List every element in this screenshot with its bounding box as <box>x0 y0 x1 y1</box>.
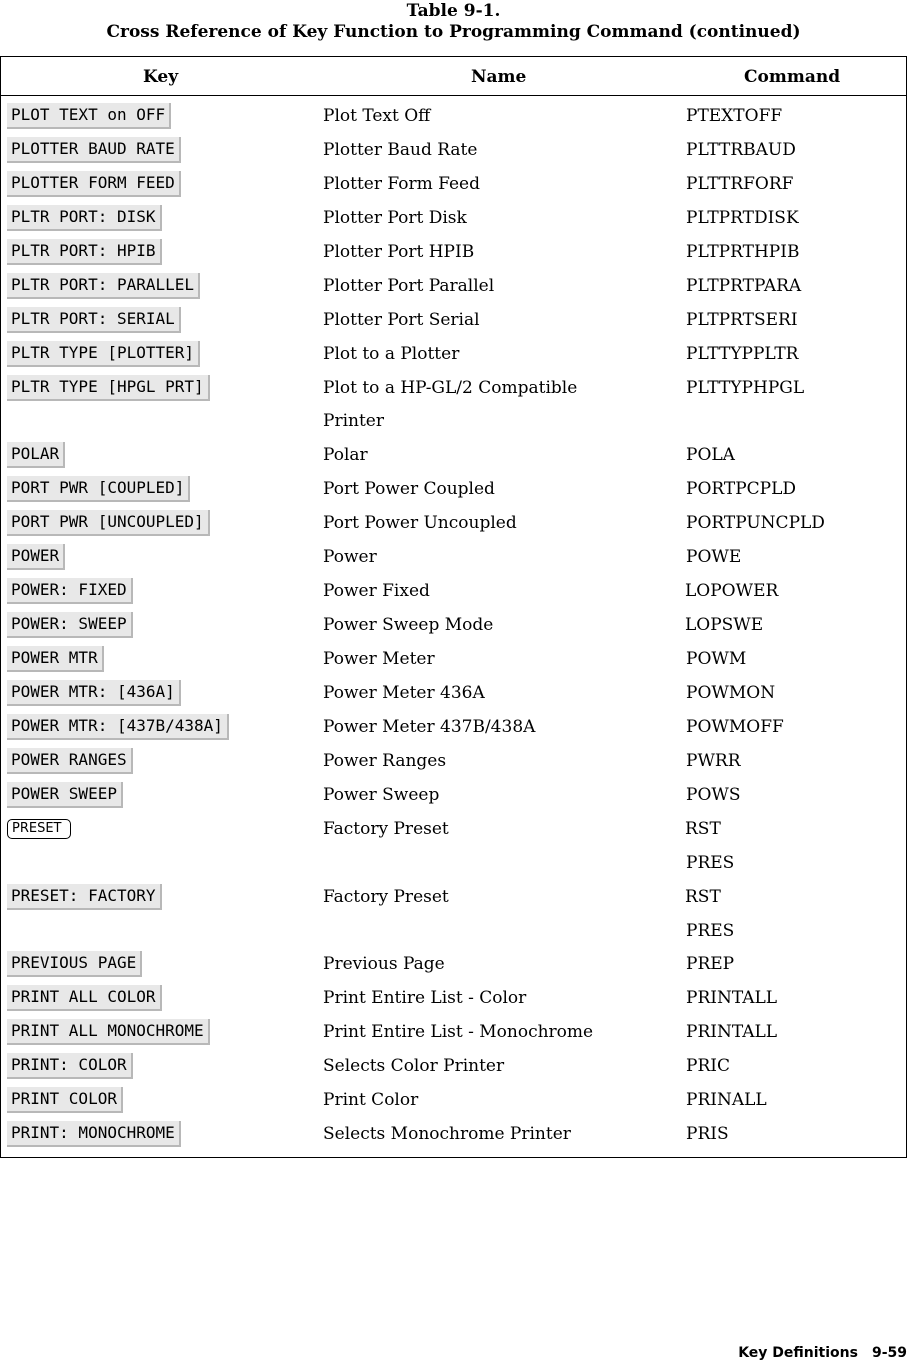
command-mnemonic: PLTTYPPLTR <box>686 343 799 364</box>
function-name: Power <box>323 547 377 568</box>
table-row <box>1 945 906 979</box>
command-mnemonic: PRINALL <box>686 1090 767 1111</box>
table-row <box>1 674 906 708</box>
table-row <box>1 436 906 470</box>
command-mnemonic: PLTPRTHPIB <box>686 241 800 262</box>
table-row <box>1 97 906 131</box>
function-name: Plot Text Off <box>323 106 431 126</box>
function-name: Print Color <box>323 1090 419 1111</box>
table-row <box>1 301 906 335</box>
hardkey-label: PRESET <box>7 819 71 839</box>
function-name: Plotter Port Parallel <box>323 275 495 296</box>
command-mnemonic: PWRR <box>686 750 741 771</box>
softkey-label: PLTR PORT: PARALLEL <box>7 273 200 299</box>
table-number: Table 9-1. <box>406 1 501 21</box>
header-key: Key <box>143 67 179 87</box>
softkey-label: PRINT: MONOCHROME <box>7 1121 181 1147</box>
softkey-label: PRESET: FACTORY <box>7 884 162 910</box>
function-name: Power Sweep <box>323 784 440 805</box>
cross-reference-table <box>0 56 907 1158</box>
table-row <box>1 606 906 640</box>
command-mnemonic: RST <box>685 886 721 907</box>
softkey-label: PLTR PORT: DISK <box>7 205 162 231</box>
softkey-label: POWER SWEEP <box>7 782 123 808</box>
command-mnemonic: LOPSWE <box>685 615 764 636</box>
page-footer <box>738 1343 907 1363</box>
table-row <box>1 742 906 776</box>
command-mnemonic: PLTPRTSERI <box>686 309 798 330</box>
command-mnemonic: PLTTRFORF <box>686 173 794 194</box>
function-name: Plotter Baud Rate <box>323 139 478 160</box>
function-name: Power Meter <box>323 649 435 669</box>
command-mnemonic: PRINTALL <box>686 988 778 1009</box>
table-title: Cross Reference of Key Function to Programming Command (continued) <box>106 22 801 42</box>
function-name: Plotter Form Feed <box>323 173 480 194</box>
table-row <box>1 504 906 538</box>
function-name: Power Fixed <box>323 581 430 602</box>
command-mnemonic: PREP <box>686 954 735 975</box>
table-header <box>1 57 906 96</box>
table-row <box>1 776 906 810</box>
command-mnemonic: PLTTRBAUD <box>686 139 796 160</box>
softkey-label: PLOTTER BAUD RATE <box>7 137 181 163</box>
table-row <box>1 1047 906 1081</box>
table-row <box>1 131 906 165</box>
table-row <box>1 572 906 606</box>
function-name: Power Meter 436A <box>323 682 485 703</box>
command-mnemonic: PORTPUNCPLD <box>686 513 825 534</box>
function-name-continuation: Printer <box>323 411 384 432</box>
command-mnemonic: RST <box>685 818 721 839</box>
softkey-label: POWER: FIXED <box>7 578 133 604</box>
command-mnemonic: PTEXTOFF <box>686 106 783 126</box>
table-row <box>1 1115 906 1149</box>
command-mnemonic: PLTPRTDISK <box>686 207 799 228</box>
command-mnemonic: PORTPCPLD <box>686 479 797 500</box>
softkey-label: PLTR TYPE [PLOTTER] <box>7 341 200 367</box>
function-name: Plot to a Plotter <box>323 343 460 364</box>
table-row <box>1 335 906 369</box>
footer-section-title: Key Definitions <box>738 1345 858 1361</box>
table-row <box>1 979 906 1013</box>
function-name: Factory Preset <box>323 818 449 839</box>
softkey-label: POWER: SWEEP <box>7 612 133 638</box>
command-mnemonic: POWMOFF <box>686 716 784 737</box>
header-name: Name <box>471 67 527 87</box>
function-name: Plotter Port Serial <box>323 309 480 330</box>
table-row <box>1 233 906 267</box>
softkey-label: PLTR TYPE [HPGL PRT] <box>7 375 210 401</box>
header-command: Command <box>744 67 841 87</box>
command-mnemonic: POLA <box>686 445 735 466</box>
command-mnemonic: PRES <box>686 852 735 873</box>
softkey-label: PLOTTER FORM FEED <box>7 171 181 197</box>
command-mnemonic: PLTTYPHPGL <box>686 377 805 398</box>
softkey-label: PRINT ALL MONOCHROME <box>7 1019 210 1045</box>
table-row <box>1 402 906 436</box>
function-name: Port Power Uncoupled <box>323 513 517 534</box>
table-row <box>1 470 906 504</box>
function-name: Polar <box>323 445 368 466</box>
table-row <box>1 810 906 844</box>
command-mnemonic: PRIS <box>686 1124 729 1145</box>
softkey-label: POLAR <box>7 442 65 468</box>
command-mnemonic: POWMON <box>686 682 776 703</box>
softkey-label: PRINT ALL COLOR <box>7 985 162 1011</box>
command-mnemonic: PRES <box>686 920 735 941</box>
softkey-label: PORT PWR [UNCOUPLED] <box>7 510 210 536</box>
table-row <box>1 878 906 912</box>
function-name: Power Meter 437B/438A <box>323 716 536 737</box>
softkey-label: PORT PWR [COUPLED] <box>7 476 190 502</box>
function-name: Print Entire List - Monochrome <box>323 1022 594 1043</box>
softkey-label: POWER RANGES <box>7 748 133 774</box>
table-row <box>1 708 906 742</box>
table-row <box>1 640 906 674</box>
table-row <box>1 267 906 301</box>
function-name: Previous Page <box>323 954 445 975</box>
function-name: Selects Color Printer <box>323 1056 505 1077</box>
softkey-label: PLOT TEXT on OFF <box>7 103 171 129</box>
function-name: Selects Monochrome Printer <box>323 1124 571 1145</box>
softkey-label: PREVIOUS PAGE <box>7 951 142 977</box>
table-row <box>1 369 906 403</box>
table-row <box>1 912 906 946</box>
command-mnemonic: PRIC <box>686 1056 730 1077</box>
command-mnemonic: POWE <box>686 547 742 568</box>
footer-page-number: 9-59 <box>871 1345 907 1361</box>
table-row <box>1 1081 906 1115</box>
function-name: Factory Preset <box>323 886 449 907</box>
table-row <box>1 1013 906 1047</box>
command-mnemonic: PLTPRTPARA <box>686 275 802 296</box>
table-body <box>1 97 906 1149</box>
command-mnemonic: POWM <box>686 649 747 669</box>
function-name: Power Sweep Mode <box>323 615 494 636</box>
function-name: Power Ranges <box>323 750 447 771</box>
softkey-label: POWER MTR <box>7 646 104 672</box>
function-name: Port Power Coupled <box>323 479 495 500</box>
table-row <box>1 199 906 233</box>
softkey-label: PRINT COLOR <box>7 1087 123 1113</box>
command-mnemonic: LOPOWER <box>685 581 779 602</box>
softkey-label: POWER MTR: [437B/438A] <box>7 714 229 740</box>
table-row <box>1 538 906 572</box>
softkey-label: PLTR PORT: SERIAL <box>7 307 181 333</box>
softkey-label: POWER MTR: [436A] <box>7 680 181 706</box>
command-mnemonic: PRINTALL <box>686 1022 778 1043</box>
function-name: Plot to a HP-GL/2 Compatible <box>323 377 578 398</box>
function-name: Plotter Port Disk <box>323 207 467 228</box>
function-name: Plotter Port HPIB <box>323 241 475 262</box>
table-row <box>1 844 906 878</box>
table-row <box>1 165 906 199</box>
softkey-label: POWER <box>7 544 65 570</box>
softkey-label: PRINT: COLOR <box>7 1053 133 1079</box>
softkey-label: PLTR PORT: HPIB <box>7 239 162 265</box>
function-name: Print Entire List - Color <box>323 988 527 1009</box>
command-mnemonic: POWS <box>686 784 741 805</box>
